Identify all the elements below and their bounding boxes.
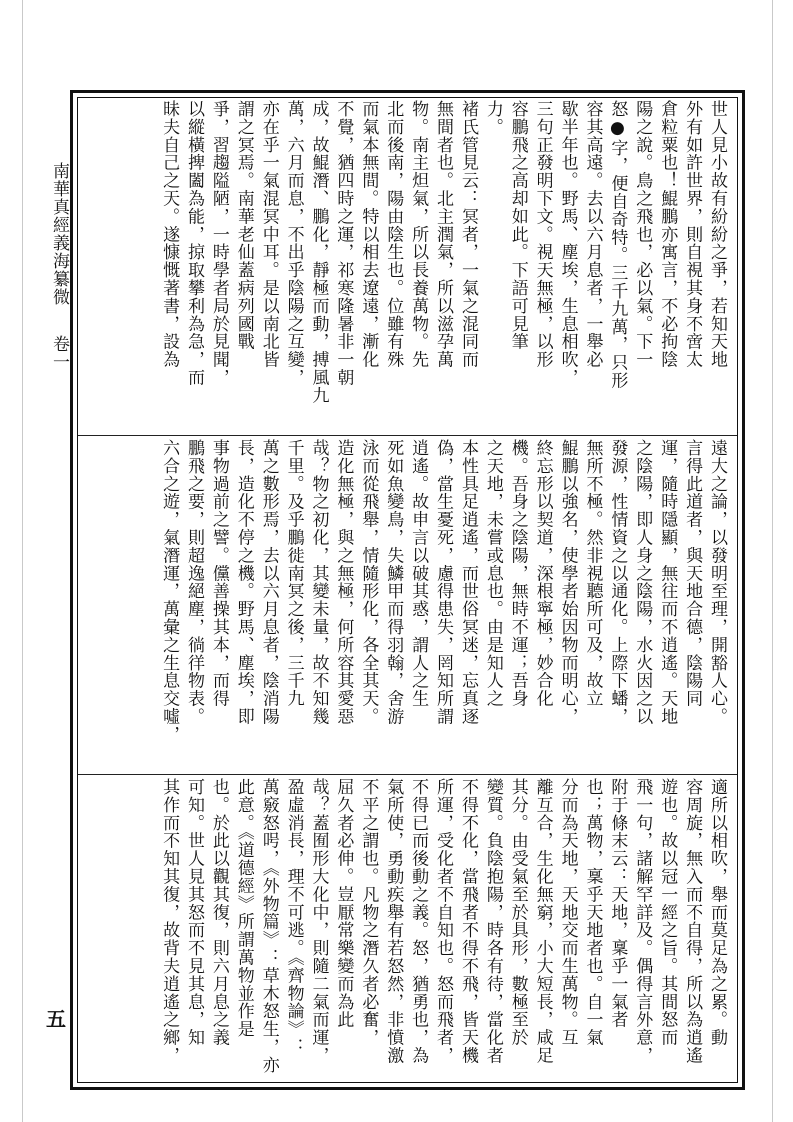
text-column: 長，造化不停之機。野馬、塵埃，即 xyxy=(233,439,254,726)
volume-label: 卷一 xyxy=(49,334,69,371)
text-column: 逍遙。故申言以破其惑，謂人之生 xyxy=(408,439,429,708)
text-band-upper xyxy=(86,100,729,432)
text-column: 北而後南，陽由陰生也。位雖有殊 xyxy=(383,100,404,369)
text-column: 三句正發明下文。視天無極，以形 xyxy=(532,100,553,369)
text-column: 遠大之論，以發明至理，開豁人心。 xyxy=(707,439,727,726)
text-column: 容鵬飛之高却如此。下語可見筆 xyxy=(507,100,528,351)
text-column: 所運，受化者不自知也。怒而飛者， xyxy=(433,778,454,1065)
text-band-middle xyxy=(86,439,729,771)
text-column: 六合之遊，氣潛運，萬彙之生息交噓， xyxy=(159,439,180,744)
text-column: 死如魚變鳥，失鱗甲而得羽翰，舍游 xyxy=(383,439,404,726)
text-column: 鯤鵬以強名，使學者始因物而明心， xyxy=(557,439,578,726)
text-column: 萬，六月而息，不出乎陰陽之互變， xyxy=(283,100,304,387)
text-column: 屈久者必伸。豈厭常樂變而為此 xyxy=(333,778,354,1029)
text-frame xyxy=(70,90,745,1090)
text-column: 其分。由受氣至於具形，數極至於 xyxy=(507,778,528,1047)
text-column: 物。南主炟氣，所以長養萬物。先 xyxy=(408,100,429,369)
text-column: 離互合，生化無窮，小大短長，咸足 xyxy=(532,778,553,1065)
text-column: 哉？蓋囿形大化中，則隨二氣而運， xyxy=(308,778,329,1065)
text-column: 倉粒粟也！鯤鵬亦寓言，不必拘陰 xyxy=(657,100,678,369)
text-column: 外有如許世界，則自視其身不啻太 xyxy=(682,100,703,369)
text-column: 容周旋，無入而不自得，所以為逍遙 xyxy=(682,778,703,1065)
text-column: 此意。《道德經》所謂萬物並作是 xyxy=(233,778,254,1038)
text-column: 也。於此以觀其復，則六月息之義 xyxy=(208,778,229,1047)
text-column: 世人見小故有紛紛之爭，若知天地 xyxy=(707,100,727,369)
text-column: 飛一句，諸解罕詳及。偶得言外意， xyxy=(632,778,653,1065)
text-column: 其作而不知其復，故背夫逍遙之鄉， xyxy=(159,778,180,1065)
text-column: 之天地，未嘗或息也。由是知人之 xyxy=(482,439,503,708)
text-column: 盈虛消長，理不可逃。《齊物論》： xyxy=(283,778,304,1056)
text-column: 言得此道者，與天地合德，陰陽同 xyxy=(682,439,703,708)
text-column: 終忘形以契道，深根寧極，妙合化 xyxy=(532,439,553,708)
text-frame-inner xyxy=(77,97,738,1083)
text-column: 也；萬物，稟乎天地者也。自一氣 xyxy=(582,778,603,1047)
text-column: 遊也。故以冠一經之旨。其間怒而 xyxy=(657,778,678,1047)
text-column: 偽，當生憂死，慮得患失，罔知所謂 xyxy=(433,439,454,726)
band-divider xyxy=(78,435,737,436)
text-column: 運，隨時隱顯，無往而不逍遙。天地 xyxy=(657,439,678,726)
text-column: 泳而從飛舉，情隨形化，各全其天。 xyxy=(358,439,379,726)
text-column: 不覺，猶四時之運，祁寒隆暑非一朝 xyxy=(333,100,354,387)
text-column: 不平之謂也。凡物之潛久者必奮， xyxy=(358,778,379,1047)
text-column: 不得已而後動之義。怒，猶勇也，為 xyxy=(408,778,429,1065)
text-column: 造化無極，與之無極，何所容其愛惡 xyxy=(333,439,354,726)
text-band-lower xyxy=(86,778,729,1078)
text-column: 附于條末云：天地，稟乎一氣者 xyxy=(607,778,628,1029)
running-header xyxy=(48,162,70,371)
text-column: 歇半年也。野馬、塵埃，生息相吹， xyxy=(557,100,578,387)
text-column: 以縱橫捭闔為能，掠取攀利為急，而 xyxy=(183,100,204,387)
text-column: 氣所使，勇動疾舉有若怒然，非憤激 xyxy=(383,778,404,1065)
text-column: 怒●字，便自奇特。三千九萬，只形 xyxy=(607,100,628,390)
text-column: 昧夫自己之天。遂慷慨著書，設為 xyxy=(159,100,180,369)
text-column: 可知。世人見其怒而不見其息，知 xyxy=(183,778,204,1047)
text-column: 鵬飛之要，則超逸絕塵，徜徉物表。 xyxy=(183,439,204,726)
text-column: 爭，習趨隘陋，一時學者局於見聞， xyxy=(208,100,229,387)
page-margin-line-left xyxy=(22,0,23,1122)
text-column: 褚氏管見云：冥者，一氣之混同而 xyxy=(457,100,478,369)
band-divider xyxy=(78,774,737,775)
text-column: 成，故鯤潛、鵬化，靜極而動，搏風九 xyxy=(308,100,329,405)
text-column: 力。 xyxy=(482,100,503,136)
text-column: 容其高遠。去以六月息者，一舉必 xyxy=(582,100,603,369)
text-column: 千里。及乎鵬徙南冥之後，三千九 xyxy=(283,439,304,708)
text-column: 分而為天地，天地交而生萬物。互 xyxy=(557,778,578,1047)
text-column: 無所不極。然非視聽所可及，故立 xyxy=(582,439,603,708)
page-number: 五 xyxy=(46,1007,66,1031)
text-column: 謂之冥焉。南華老仙蓋病列國戰 xyxy=(233,100,254,351)
text-column: 機。吾身之陰陽，無時不運；吾身 xyxy=(507,439,528,708)
text-column: 發源，性情資之以通化。上際下蟠， xyxy=(607,439,628,726)
text-column: 亦在乎一氣混冥中耳。是以南北皆 xyxy=(258,100,279,369)
text-column: 而氣本無間。特以相去遼遠，漸化 xyxy=(358,100,379,369)
text-column: 陽之說。鳥之飛也，必以氣。下一 xyxy=(632,100,653,369)
text-column: 無間者也。北主潤氣，所以滋孕萬 xyxy=(433,100,454,369)
text-column: 變質。負陰抱陽，時各有待，當化者 xyxy=(482,778,503,1065)
book-title: 南華真經義海纂微 xyxy=(49,162,69,306)
text-column: 萬之數形焉，去以六月息者，陰消陽 xyxy=(258,439,279,726)
text-column: 事物過前之譬。儻善操其本，而得 xyxy=(208,439,229,708)
text-column: 本性具足逍遙，而世俗冥迷，忘真逐 xyxy=(457,439,478,726)
text-column: 之陰陽，即人身之陰陽，水火因之以 xyxy=(632,439,653,726)
text-column: 萬竅怒呺，《外物篇》：草木怒生，亦 xyxy=(258,778,279,1074)
text-column: 不得不化，當飛者不得不飛，皆天機 xyxy=(457,778,478,1065)
text-column: 哉？物之初化，其變未量，故不知幾 xyxy=(308,439,329,726)
text-column: 適所以相吹，舉而莫足為之累。動 xyxy=(707,778,727,1047)
page-margin-line-right xyxy=(772,0,773,1122)
